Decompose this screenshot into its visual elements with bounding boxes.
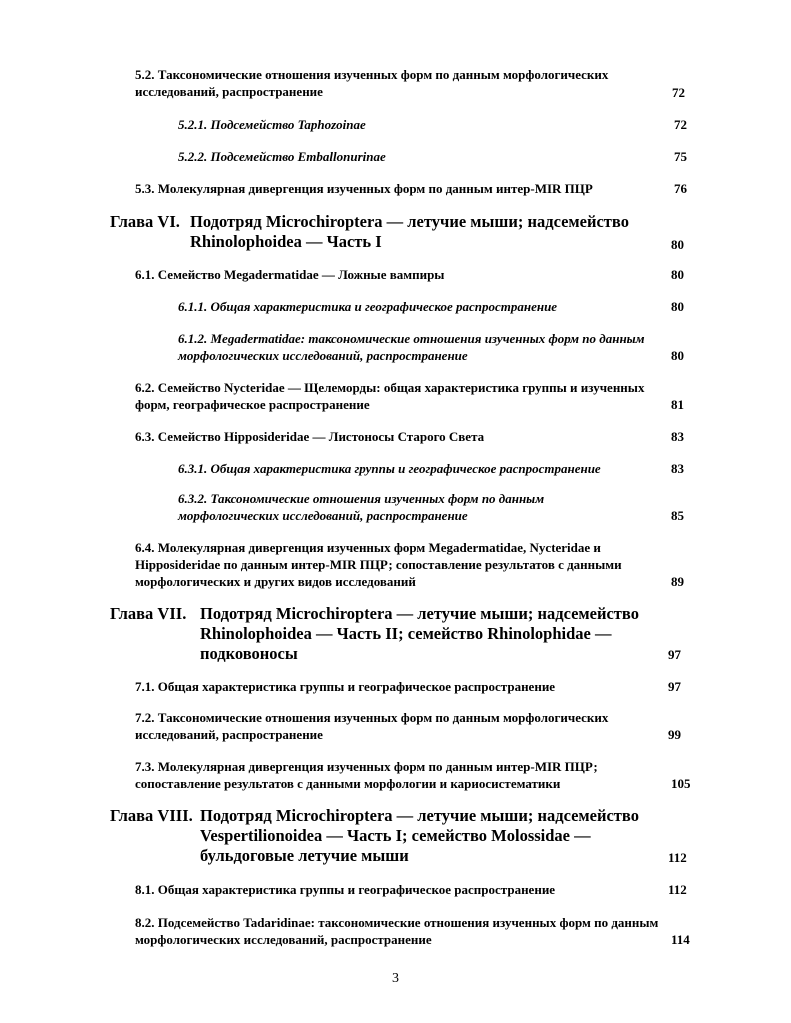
toc-entry-title: 8.1. Общая характеристика группы и географическое распространение [135, 882, 556, 897]
toc-entry-title: 6.1.1. Общая характеристика и географическое распространение [178, 299, 558, 314]
toc-entry-title: 8.2. Подсемейство Tadaridinae: таксономические отношения изученных форм по данным морфологических исследований, распространение [135, 915, 659, 947]
chapter-label: Глава VI. [110, 212, 180, 231]
toc-entry-6-4 [135, 539, 685, 590]
page-number: 3 [392, 971, 399, 986]
toc-entry-page: 80 [671, 299, 684, 314]
toc-entry-title: 7.1. Общая характеристика группы и географическое распространение [135, 679, 556, 694]
toc-entry-title: 5.2. Таксономические отношения изученных форм по данным морфологических исследований, распространение [135, 67, 609, 99]
toc-entry-6-3-1 [178, 460, 683, 477]
toc-entry-title: 6.4. Молекулярная дивергенция изученных форм Megadermatidae, Nycteridae и Hipposideridae по данным интер-MIR ПЦР; сопоставление результатов с данными морфологических и других видов исследований [135, 540, 622, 589]
toc-chapter-7 [110, 604, 680, 664]
toc-entry-page: 80 [671, 267, 684, 282]
toc-chapter-8 [110, 806, 680, 866]
toc-entry-5-2-1 [178, 116, 678, 133]
toc-entry-page: 81 [671, 397, 684, 412]
toc-entry-page: 72 [674, 117, 687, 132]
toc-entry-7-3 [135, 758, 680, 792]
toc-entry-8-1 [135, 881, 665, 898]
toc-entry-title: Подотряд Microchiroptera — летучие мыши; надсемейство Vespertilionoidea — Часть I; семейство Molossidae — бульдоговые летучие мыши [200, 806, 639, 865]
toc-entry-7-1 [135, 678, 665, 695]
toc-entry-page: 112 [668, 882, 687, 897]
toc-entry-8-2 [135, 914, 695, 948]
toc-entry-page: 75 [674, 149, 687, 164]
toc-entry-title: 5.2.2. Подсемейство Emballonurinae [178, 149, 386, 164]
toc-entry-title: 6.3.2. Таксономические отношения изученных форм по данным морфологических исследований, распространение [178, 491, 545, 523]
toc-entry-6-2 [135, 379, 665, 413]
toc-entry-title: 6.3. Семейство Hipposideridae — Листоносы Старого Света [135, 429, 485, 444]
toc-entry-7-2 [135, 709, 695, 743]
toc-entry-title: 5.2.1. Подсемейство Taphozoinae [178, 117, 366, 132]
toc-entry-5-2 [135, 66, 695, 100]
toc-entry-page: 114 [671, 932, 690, 947]
chapter-label: Глава VII. [110, 604, 187, 623]
toc-entry-6-1 [135, 266, 695, 283]
toc-entry-page: 105 [671, 776, 691, 791]
toc-entry-title: 5.3. Молекулярная дивергенция изученных форм по данным интер-MIR ПЦР [135, 181, 593, 196]
toc-entry-page: 83 [671, 429, 684, 444]
toc-entry-title: Подотряд Microchiroptera — летучие мыши; надсемейство Rhinolophoidea — Часть I [190, 212, 629, 251]
toc-entry-6-1-1 [178, 298, 678, 315]
toc-entry-title: 7.2. Таксономические отношения изученных форм по данным морфологических исследований, распространение [135, 710, 609, 742]
toc-entry-6-3 [135, 428, 665, 445]
toc-entry-title: 6.1.2. Megadermatidae: таксономические отношения изученных форм по данным морфологических исследований, распространение [178, 331, 645, 363]
toc-entry-6-1-2 [178, 330, 678, 364]
toc-entry-5-2-2 [178, 148, 678, 165]
toc-entry-page: 76 [674, 181, 687, 196]
toc-entry-page: 97 [668, 679, 681, 694]
toc-entry-6-3-2 [178, 490, 648, 524]
toc-entry-title: Подотряд Microchiroptera — летучие мыши; надсемейство Rhinolophoidea — Часть II; семейство Rhinolophidae — подковоносы [200, 604, 639, 663]
toc-entry-title: 6.1. Семейство Megadermatidae — Ложные вампиры [135, 267, 445, 282]
toc-entry-page: 112 [668, 850, 687, 865]
toc-entry-page: 99 [668, 727, 681, 742]
toc-entry-title: 7.3. Молекулярная дивергенция изученных форм по данным интер-MIR ПЦР; сопоставление результатов с данными морфологии и кариосистематики [135, 759, 598, 791]
toc-entry-title: 6.2. Семейство Nycteridae — Щелеморды: общая характеристика группы и изученных форм, географическое распространение [135, 380, 645, 412]
toc-entry-page: 83 [671, 461, 684, 476]
toc-entry-page: 85 [671, 508, 684, 523]
toc-entry-page: 80 [671, 237, 684, 252]
toc-entry-5-3 [135, 180, 695, 197]
toc-entry-page: 89 [671, 574, 684, 589]
toc-entry-page: 72 [672, 85, 685, 100]
toc-entry-page: 97 [668, 647, 681, 662]
chapter-label: Глава VIII. [110, 806, 193, 825]
toc-entry-title: 6.3.1. Общая характеристика группы и географическое распространение [178, 461, 601, 476]
toc-entry-page: 80 [671, 348, 684, 363]
toc-chapter-6 [110, 212, 665, 252]
